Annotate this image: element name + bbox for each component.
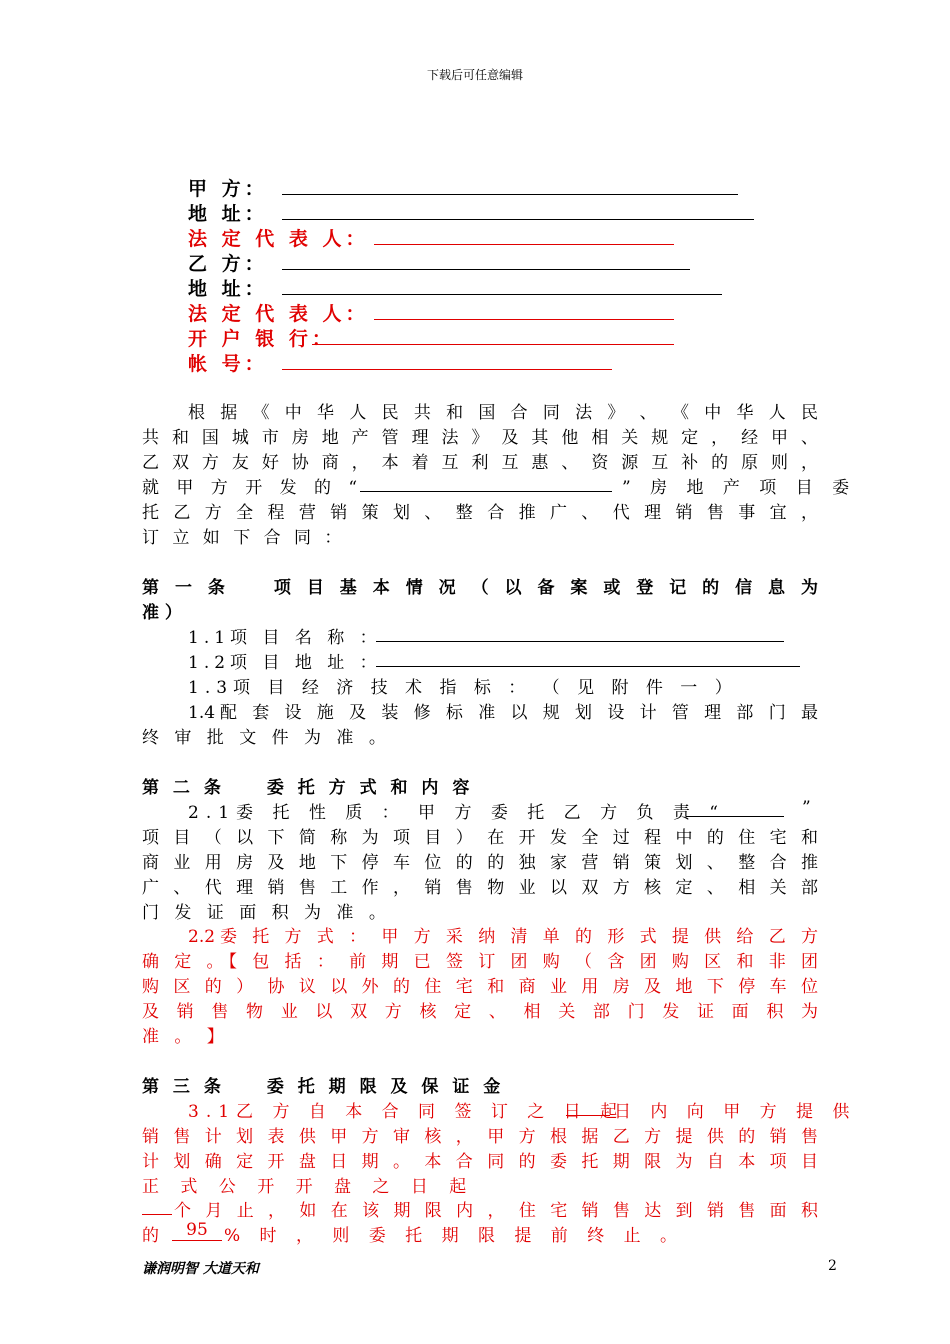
preamble-line-5: 托 乙 方 全 程 营 销 策 划 、 整 合 推 广 、 代 理 销 售 事 宜 ， bbox=[142, 503, 818, 523]
preamble-line-1: 根 据 《 中 华 人 民 共 和 国 合 同 法 》 、 《 中 华 人 民 bbox=[188, 403, 818, 423]
percent-value[interactable]: 95 bbox=[172, 1221, 222, 1241]
article-2-p2-line-2: 确 定 。【 包 括 ： 前 期 已 签 订 团 购 （ 含 团 购 区 和 非 团 bbox=[142, 952, 818, 972]
legal-rep-a-label: 法 定 代 表 人： bbox=[188, 228, 369, 250]
footer-motto: 谦润明智 大道天和 bbox=[142, 1261, 259, 1277]
article-3-p1-line-1a: 3.1乙 方 自 本 合 同 签 订 之 日 起 bbox=[188, 1102, 625, 1122]
bank-blank[interactable] bbox=[312, 344, 674, 345]
article-2-p2-line-3: 购 区 的 ） 协 议 以 外 的 住 宅 和 商 业 用 房 及 地 下 停 车 位 bbox=[142, 977, 818, 997]
party-b-blank[interactable] bbox=[282, 269, 690, 270]
days-blank[interactable] bbox=[566, 1115, 610, 1116]
preamble-line-3: 乙 双 方 友 好 协 商 ， 本 着 互 利 互 惠 、 资 源 互 补 的 原 则 ， bbox=[142, 453, 818, 473]
party-a-blank[interactable] bbox=[282, 194, 738, 195]
article-3-p1-line-6b: % 时 ， 则 委 托 期 限 提 前 终 止 。 bbox=[224, 1226, 684, 1246]
article-3-p1-line-6a: 的 bbox=[142, 1226, 159, 1246]
account-blank[interactable] bbox=[282, 369, 612, 370]
project-address-field-blank[interactable] bbox=[376, 666, 800, 667]
preamble-line-6: 订 立 如 下 合 同 ： bbox=[142, 528, 346, 548]
article-3-p1-line-3: 计 划 确 定 开 盘 日 期 。 本 合 同 的 委 托 期 限 为 自 本 项 目 bbox=[142, 1152, 818, 1172]
article-3-p1-line-5: 个 月 止 ， 如 在 该 期 限 内 ， 住 宅 销 售 达 到 销 售 面 积 bbox=[174, 1201, 818, 1221]
party-a-label: 甲 方： bbox=[188, 178, 268, 200]
article-2-p1-line-3: 商 业 用 房 及 地 下 停 车 位 的 的 独 家 营 销 策 划 、 整 合 推 bbox=[142, 853, 818, 873]
article-1-item-1: 1.1项 目 名 称 ： bbox=[188, 628, 382, 648]
account-label: 帐 号： bbox=[188, 353, 268, 375]
page-header-note: 下载后可任意编辑 bbox=[426, 68, 523, 82]
article-2-p1-line-1a: 2.1委 托 性 质 ： 甲 方 委 托 乙 方 负 责 “ bbox=[188, 803, 725, 823]
article-2-p1-line-2: 项 目 （ 以 下 简 称 为 项 目 ） 在 开 发 全 过 程 中 的 住 宅 和 bbox=[142, 828, 818, 848]
article-2-p1-line-4: 广 、 代 理 销 售 工 作 ， 销 售 物 业 以 双 方 核 定 、 相 关 部 bbox=[142, 878, 818, 898]
page-number: 2 bbox=[828, 1258, 837, 1274]
address-b-blank[interactable] bbox=[282, 294, 722, 295]
bank-label: 开 户 银 行： bbox=[188, 328, 335, 350]
address-a-blank[interactable] bbox=[282, 219, 754, 220]
preamble-line-4a: 就 甲 方 开 发 的 “ bbox=[142, 478, 364, 498]
article-3-p1-line-4: 正 式 公 开 开 盘 之 日 起 bbox=[142, 1177, 475, 1197]
legal-rep-b-label: 法 定 代 表 人： bbox=[188, 303, 369, 325]
article-3-title: 第 三 条 委 托 期 限 及 保 证 金 bbox=[142, 1077, 505, 1097]
legal-rep-a-blank[interactable] bbox=[374, 244, 674, 245]
article-1-item-3: 1.3项 目 经 济 技 术 指 标 ： （ 见 附 件 一 ） bbox=[188, 678, 738, 698]
project-name-field-blank[interactable] bbox=[376, 641, 784, 642]
article-2-p1-line-5: 门 发 证 面 积 为 准 。 bbox=[142, 903, 391, 923]
article-1-title-cont: 准 ） bbox=[142, 603, 182, 623]
article-2-p1-line-1b: ” bbox=[802, 798, 811, 818]
article-1-item-4: 1.4配 套 设 施 及 装 修 标 准 以 规 划 设 计 管 理 部 门 最 bbox=[188, 703, 818, 723]
article-3-p1-line-1b: 日 内 向 甲 方 提 供 bbox=[614, 1102, 857, 1122]
address-a-label: 地 址： bbox=[188, 203, 268, 225]
legal-rep-b-blank[interactable] bbox=[374, 319, 674, 320]
article-2-p2-line-5: 准 。 】 bbox=[142, 1027, 229, 1047]
article-1-item-2: 1.2项 目 地 址 ： bbox=[188, 653, 382, 673]
article-1-title: 第 一 条 项 目 基 本 情 况 （ 以 备 案 或 登 记 的 信 息 为 bbox=[142, 578, 819, 598]
preamble-line-4b: ” 房 地 产 项 目 委 bbox=[622, 478, 857, 498]
article-2-p2-line-4: 及 销 售 物 业 以 双 方 核 定 、 相 关 部 门 发 证 面 积 为 bbox=[142, 1002, 818, 1022]
project-name-blank-2[interactable] bbox=[686, 816, 784, 817]
article-2-p2-line-1: 2.2委 托 方 式 ： 甲 方 采 纳 清 单 的 形 式 提 供 给 乙 方 bbox=[188, 927, 818, 947]
article-1-item-4-cont: 终 审 批 文 件 为 准 。 bbox=[142, 728, 391, 748]
project-name-blank[interactable] bbox=[360, 491, 612, 492]
preamble-line-2: 共 和 国 城 市 房 地 产 管 理 法 》 及 其 他 相 关 规 定 ， 经 甲 、 bbox=[142, 428, 818, 448]
article-2-title: 第 二 条 委 托 方 式 和 内 容 bbox=[142, 778, 474, 798]
article-3-p1-line-2: 销 售 计 划 表 供 甲 方 审 核 ， 甲 方 根 据 乙 方 提 供 的 销 售 bbox=[142, 1127, 818, 1147]
party-b-label: 乙 方： bbox=[188, 253, 268, 275]
months-blank[interactable] bbox=[142, 1214, 172, 1215]
address-b-label: 地 址： bbox=[188, 278, 268, 300]
